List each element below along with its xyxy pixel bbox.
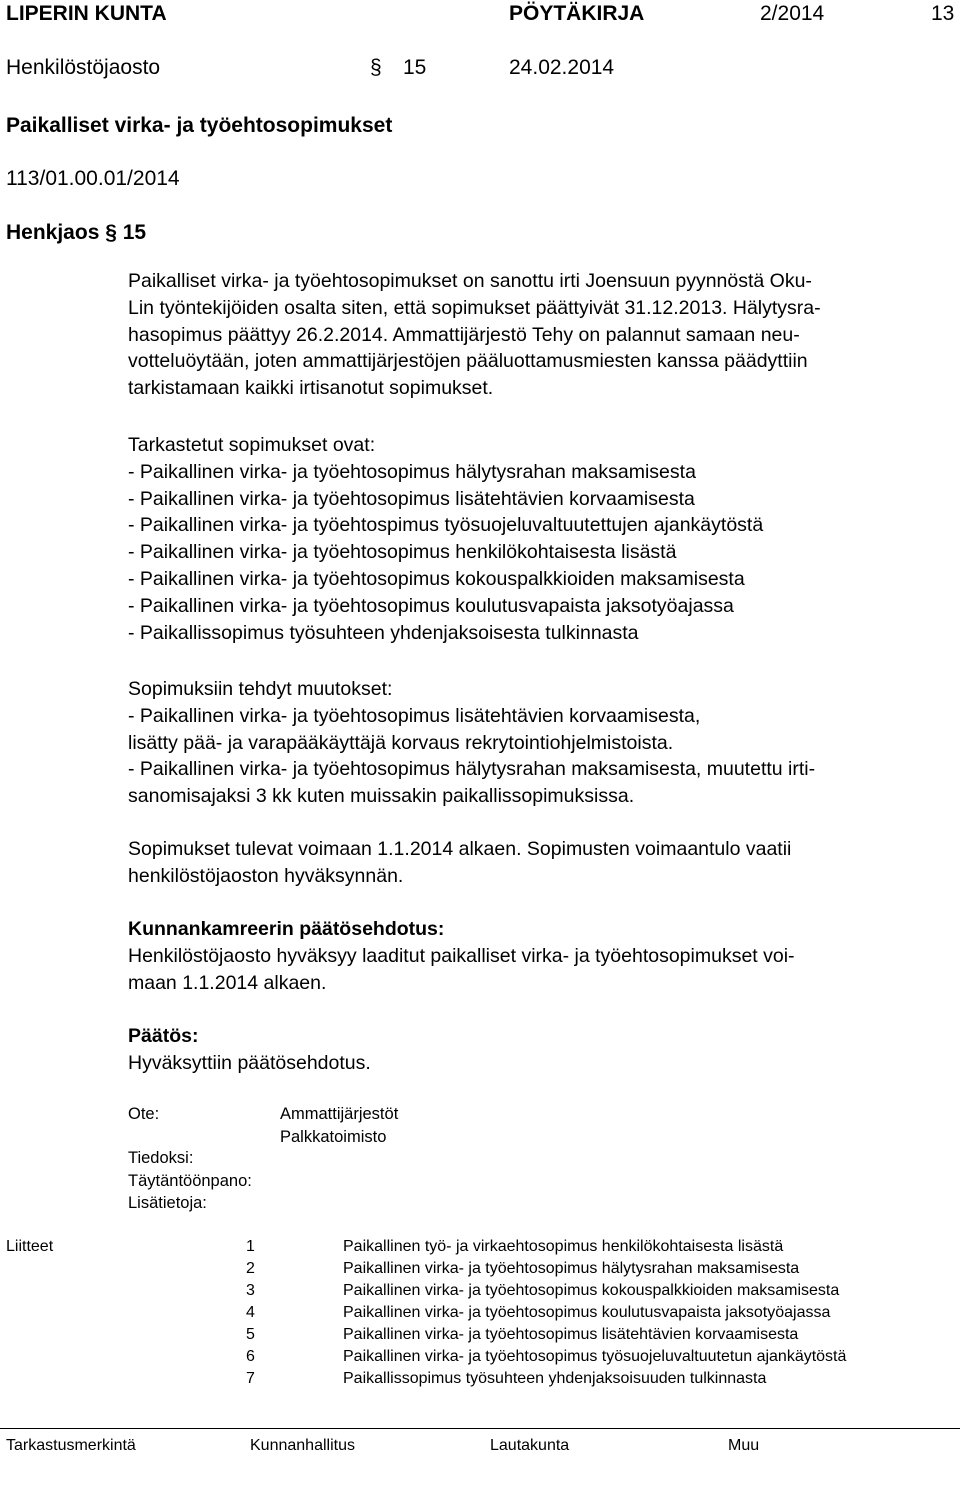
page-number: 13	[931, 2, 955, 25]
attachment-item: Paikallinen virka- ja työehtosopimus koulutusvapaista jaksotyöajassa	[343, 1304, 831, 1321]
effective-paragraph	[128, 836, 791, 890]
reviewed-agreements	[128, 432, 763, 646]
page-title: Paikalliset virka- ja työehtosopimukset	[6, 114, 393, 137]
municipality-name: LIPERIN KUNTA	[6, 2, 167, 25]
proposal-heading: Kunnankamreerin päätösehdotus:	[128, 918, 445, 940]
attachment-item: Paikallinen virka- ja työehtosopimus lisätehtävien korvaamisesta	[343, 1326, 799, 1343]
attachment-number: 4	[246, 1304, 255, 1321]
intro-line: tarkistamaan kaikki irtisanotut sopimukset.	[128, 377, 494, 400]
intro-line: hasopimus päättyy 26.2.2014. Ammattijärjestö Tehy on palannut samaan neu-	[128, 323, 800, 346]
document-number: 2/2014	[760, 2, 825, 25]
list-item: - Paikallinen virka- ja työehtosopimus lisätehtävien korvaamisesta	[128, 487, 695, 510]
lisatietoja-label: Lisätietoja:	[128, 1194, 207, 1212]
attachments-list	[343, 1236, 846, 1390]
effective-line: Sopimukset tulevat voimaan 1.1.2014 alkaen. Sopimusten voimaantulo vaatii	[128, 838, 792, 860]
document-type: PÖYTÄKIRJA	[509, 2, 645, 25]
body-name: Henkilöstöjaosto	[6, 56, 161, 79]
decision-heading: Päätös:	[128, 1025, 199, 1047]
attachment-number: 6	[246, 1348, 255, 1365]
decision-text: Hyväksyttiin päätösehdotus.	[128, 1051, 371, 1074]
footer-committee: Lautakunta	[490, 1437, 570, 1454]
attachment-number: 2	[246, 1260, 255, 1277]
changes-line: lisätty pää- ja varapääkäyttäjä korvaus rekrytointiohjelmistoista.	[128, 731, 674, 754]
taytantoonpano-label: Täytäntöönpano:	[128, 1171, 252, 1190]
reference-number: 113/01.00.01/2014	[6, 167, 180, 190]
attachment-number: 3	[246, 1282, 255, 1299]
meeting-date: 24.02.2014	[509, 56, 615, 79]
attachments-label: Liitteet	[6, 1238, 54, 1255]
footer-inspection-mark: Tarkastusmerkintä	[6, 1437, 136, 1454]
reviewed-heading: Tarkastetut sopimukset ovat:	[128, 434, 376, 456]
attachment-number: 7	[246, 1370, 255, 1387]
attachment-item: Paikallinen virka- ja työehtosopimus hälytysrahan maksamisesta	[343, 1260, 800, 1277]
section-label: Henkjaos § 15	[6, 221, 147, 244]
tiedoksi-label: Tiedoksi:	[128, 1149, 194, 1167]
attachment-number: 5	[246, 1326, 255, 1343]
attachment-item: Paikallinen virka- ja työehtosopimus kokouspalkkioiden maksamisesta	[343, 1282, 840, 1299]
list-item: - Paikallinen virka- ja työehtosopimus kokouspalkkioiden maksamisesta	[128, 567, 745, 590]
changes-section	[128, 676, 815, 810]
ote-value: Ammattijärjestöt	[280, 1105, 399, 1123]
changes-line: sanomisajaksi 3 kk kuten muissakin paikallissopimuksissa.	[128, 785, 635, 808]
list-item: - Paikallinen virka- ja työehtospimus työsuojeluvaltuutettujen ajankäytöstä	[128, 514, 764, 537]
attachment-item: Paikallinen työ- ja virkaehtosopimus henkilökohtaisesta lisästä	[343, 1238, 784, 1255]
intro-line: Paikalliset virka- ja työehtosopimukset on sanottu irti Joensuun pyynnöstä Oku-	[128, 270, 812, 292]
footer-board: Kunnanhallitus	[250, 1437, 355, 1454]
attachment-number: 1	[246, 1238, 255, 1255]
list-item: - Paikallinen virka- ja työehtosopimus hälytysrahan maksamisesta	[128, 460, 696, 483]
changes-heading: Sopimuksiin tehdyt muutokset:	[128, 678, 393, 700]
footer-other: Muu	[728, 1437, 760, 1454]
section-mark-icon: §	[105, 221, 117, 244]
intro-line: Lin työntekijöiden osalta siten, että sopimukset päättyivät 31.12.2013. Hälytysra-	[128, 296, 821, 319]
decision-section	[128, 1023, 371, 1077]
ote-value: Palkkatoimisto	[280, 1127, 387, 1146]
intro-paragraph	[128, 268, 821, 402]
section-mark-icon: §	[370, 56, 382, 79]
section-label-text: Henkjaos	[6, 221, 100, 244]
footer-divider	[0, 1428, 960, 1429]
list-item: - Paikallinen virka- ja työehtosopimus henkilökohtaisesta lisästä	[128, 541, 677, 564]
effective-line: henkilöstöjaoston hyväksynnän.	[128, 864, 404, 887]
proposal-line: maan 1.1.2014 alkaen.	[128, 971, 327, 994]
changes-line: - Paikallinen virka- ja työehtosopimus hälytysrahan maksamisesta, muutettu irti-	[128, 758, 816, 781]
list-item: - Paikallissopimus työsuhteen yhdenjaksoisesta tulkinnasta	[128, 621, 639, 644]
attachments-numbers	[246, 1236, 255, 1390]
section-number: 15	[403, 56, 427, 79]
proposal-line: Henkilöstöjaosto hyväksyy laaditut paikalliset virka- ja työehtosopimukset voi-	[128, 944, 795, 967]
ote-label: Ote:	[128, 1105, 160, 1123]
attachment-item: Paikallissopimus työsuhteen yhdenjaksoisuuden tulkinnasta	[343, 1370, 767, 1387]
list-item: - Paikallinen virka- ja työehtosopimus koulutusvapaista jaksotyöajassa	[128, 594, 734, 617]
intro-line: votteluöytään, joten ammattijärjestöjen pääluottamusmiesten kanssa päädyttiin	[128, 350, 808, 373]
changes-line: - Paikallinen virka- ja työehtosopimus lisätehtävien korvaamisesta,	[128, 704, 701, 727]
attachment-item: Paikallinen virka- ja työehtosopimus työsuojeluvaltuutetun ajankäytöstä	[343, 1348, 847, 1365]
proposal-section	[128, 916, 795, 996]
